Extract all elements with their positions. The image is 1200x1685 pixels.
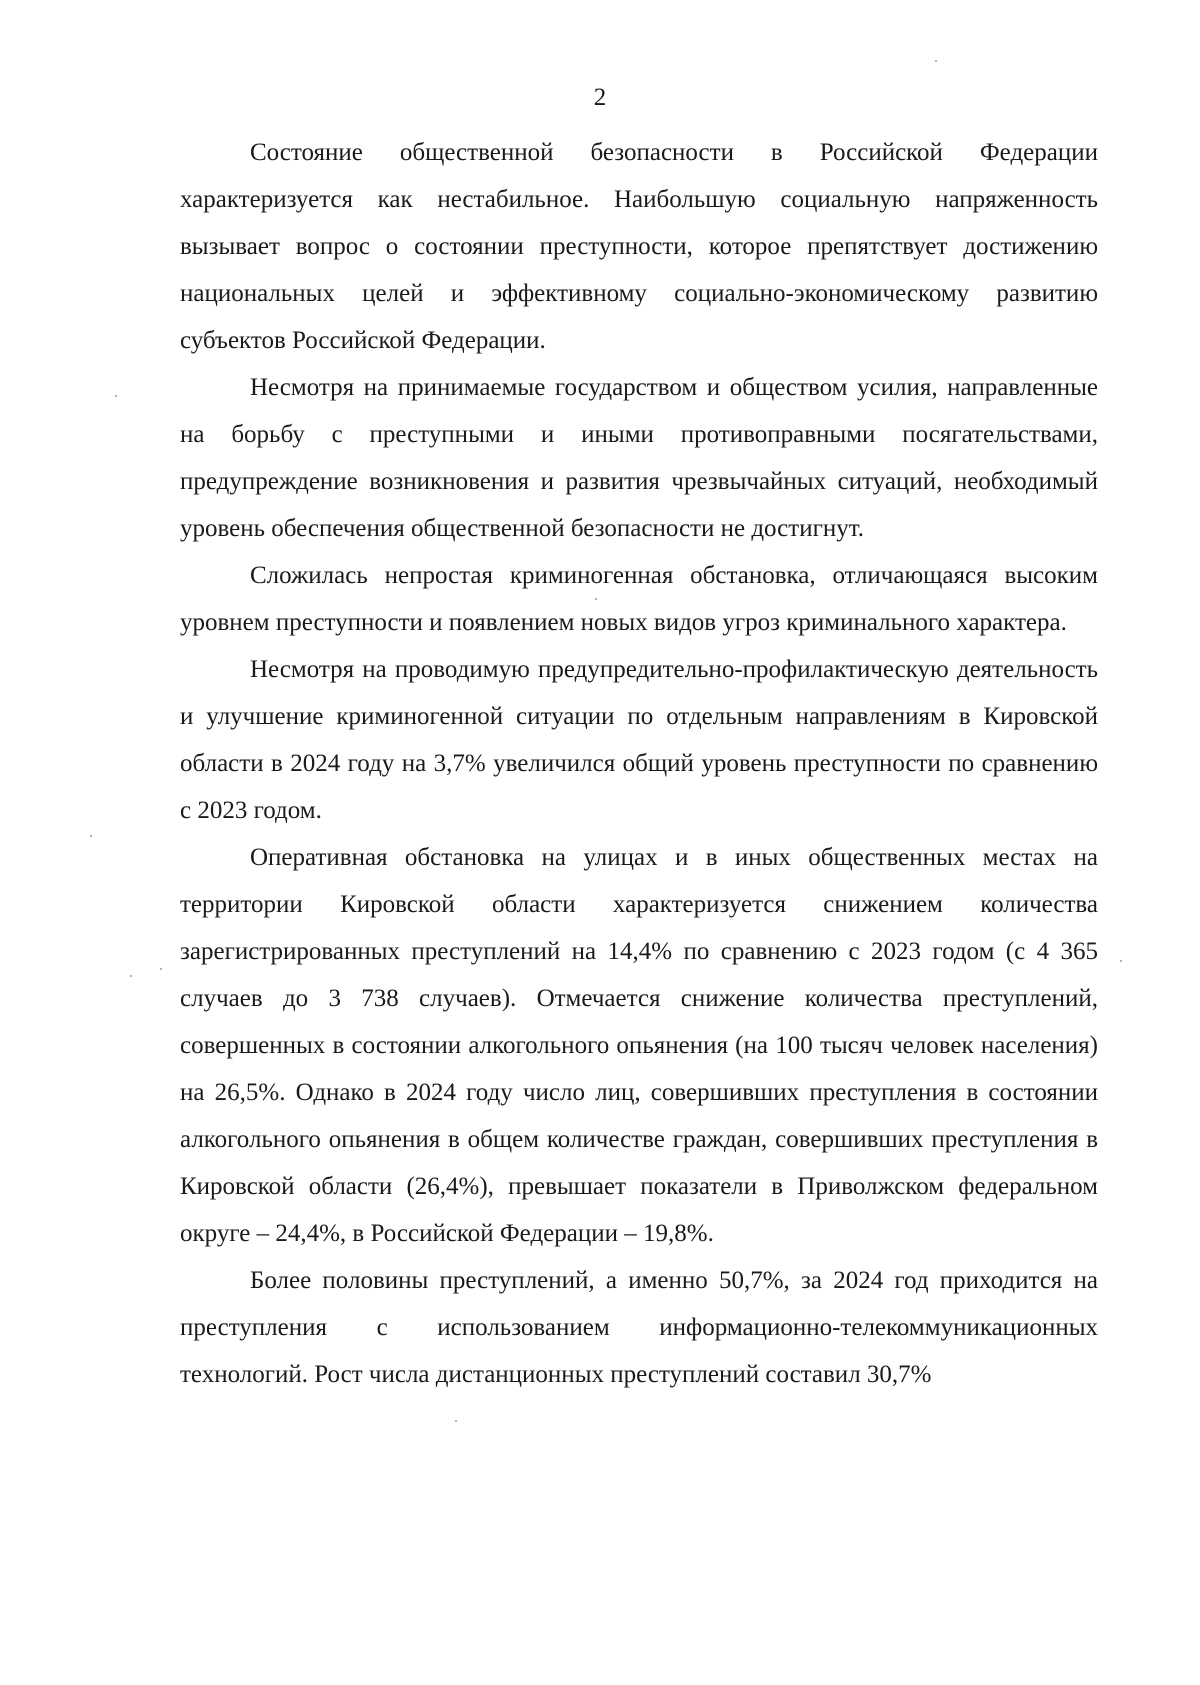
scan-speck: [160, 968, 162, 970]
paragraph-ict-crimes: Более половины преступлений, а именно 50,7%, за 2024 год приходится на преступления с использованием информационно-телекоммуникационных технологий. Рост числа дистанционных преступлений составил 30,7%: [180, 1267, 1098, 1388]
scan-speck: [1120, 960, 1122, 962]
paragraph-efforts-not-achieved: Несмотря на принимаемые государством и обществом усилия, направленные на борьбу с преступными и иными противоправными посягательствами, предупреждение возникновения и развития чрезвычайных ситуаций, необходимый уровень обеспечения общественной безопасности не достигнут.: [180, 374, 1098, 542]
paragraph-crime-level-kirov: Несмотря на проводимую предупредительно-профилактическую деятельность и улучшение криминогенной ситуации по отдельным направлениям в Кировской области в 2024 году на 3,7% увеличился общий уровень преступности по сравнению с 2023 годом.: [180, 656, 1098, 824]
paragraph-public-safety-state: Состояние общественной безопасности в Российской Федерации характеризуется как нестабильное. Наибольшую социальную напряженность вызывает вопрос о состоянии преступности, которое препятствует достижению национальных целей и эффективному социально-экономическому развитию субъектов Российской Федерации.: [180, 139, 1098, 354]
scan-speck: [595, 598, 597, 600]
paragraph-street-crime: Оперативная обстановка на улицах и в иных общественных местах на территории Кировской области характеризуется снижением количества зарегистрированных преступлений на 14,4% по сравнению с 2023 годом (с 4 365 случаев до 3 738 случаев). Отмечается снижение количества преступлений, совершенных в состоянии алкогольного опьянения (на 100 тысяч человек населения) на 26,5%. Однако в 2024 году число лиц, совершивших преступления в состоянии алкогольного опьянения в общем количестве граждан, совершивших преступления в Кировской области (26,4%), превышает показатели в Приволжском федеральном округе – 24,4%, в Российской Федерации – 19,8%.: [180, 844, 1098, 1247]
document-body: [180, 129, 1098, 1398]
scan-speck: [130, 975, 132, 977]
scan-speck: [935, 60, 937, 62]
page-number: 2: [593, 84, 607, 111]
scan-speck: [455, 1420, 457, 1422]
paragraph-criminogenic-situation: Сложилась непростая криминогенная обстановка, отличающаяся высоким уровнем преступности и появлением новых видов угроз криминального характера.: [180, 562, 1098, 636]
scan-speck: [115, 395, 117, 397]
scan-speck: [90, 835, 92, 837]
